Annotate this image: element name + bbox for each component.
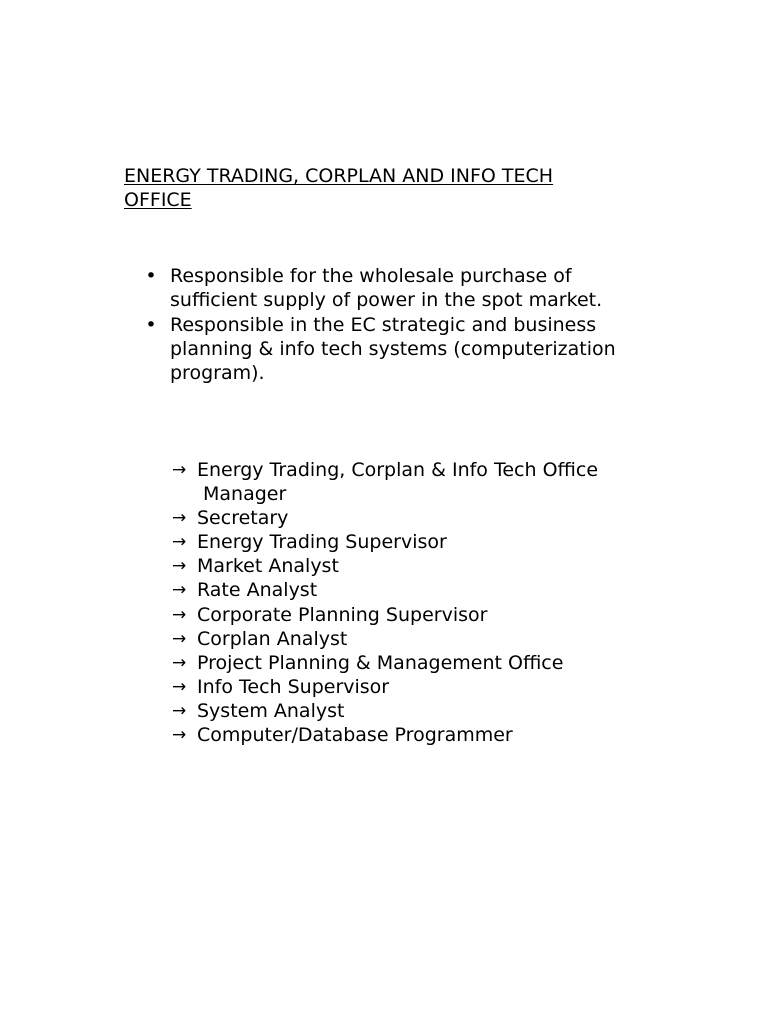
list-item xyxy=(124,313,654,386)
list-item xyxy=(172,627,652,651)
list-item xyxy=(172,578,652,602)
position-title: Corporate Planning Supervisor xyxy=(197,603,488,626)
arrow-right-icon: → xyxy=(172,700,187,721)
position-title: System Analyst xyxy=(197,699,345,722)
position-title: Computer/Database Programmer xyxy=(197,724,513,747)
list-item xyxy=(172,651,652,675)
arrow-right-icon: → xyxy=(172,652,187,673)
responsibilities-list xyxy=(124,264,654,385)
arrow-right-icon: → xyxy=(172,508,187,529)
list-item xyxy=(172,506,652,530)
arrow-right-icon: → xyxy=(172,532,187,553)
list-item xyxy=(172,554,652,578)
position-title: Energy Trading, Corplan & Info Tech Office Manager xyxy=(197,459,599,506)
page-title: ENERGY TRADING, CORPLAN AND INFO TECH OFFICE xyxy=(124,165,554,211)
arrow-right-icon: → xyxy=(172,676,187,697)
list-item xyxy=(172,675,652,699)
position-title: Corplan Analyst xyxy=(197,627,348,650)
bullet-icon: • xyxy=(145,265,157,287)
arrow-right-icon: → xyxy=(172,628,187,649)
arrow-right-icon: → xyxy=(172,604,187,625)
position-title: Rate Analyst xyxy=(197,579,318,602)
position-title: Energy Trading Supervisor xyxy=(197,531,447,554)
bullet-icon: • xyxy=(145,313,157,336)
positions-list xyxy=(172,458,652,747)
responsibility-text: Responsible in the EC strategic and business planning & info tech systems (computerization program). xyxy=(170,313,616,385)
responsibility-text: Responsible for the wholesale purchase of sufficient supply of power in the spot market. xyxy=(170,265,603,312)
arrow-right-icon: → xyxy=(172,580,187,601)
arrow-right-icon: → xyxy=(172,460,187,480)
arrow-right-icon: → xyxy=(172,725,187,746)
position-title: Market Analyst xyxy=(197,555,339,578)
list-item xyxy=(172,723,652,747)
arrow-right-icon: → xyxy=(172,556,187,577)
position-title: Secretary xyxy=(197,507,289,530)
list-item xyxy=(172,458,652,506)
list-item xyxy=(124,264,654,313)
position-title: Project Planning & Management Office xyxy=(197,651,564,674)
list-item xyxy=(172,699,652,723)
position-title: Info Tech Supervisor xyxy=(197,675,390,698)
list-item xyxy=(172,530,652,554)
list-item xyxy=(172,603,652,627)
